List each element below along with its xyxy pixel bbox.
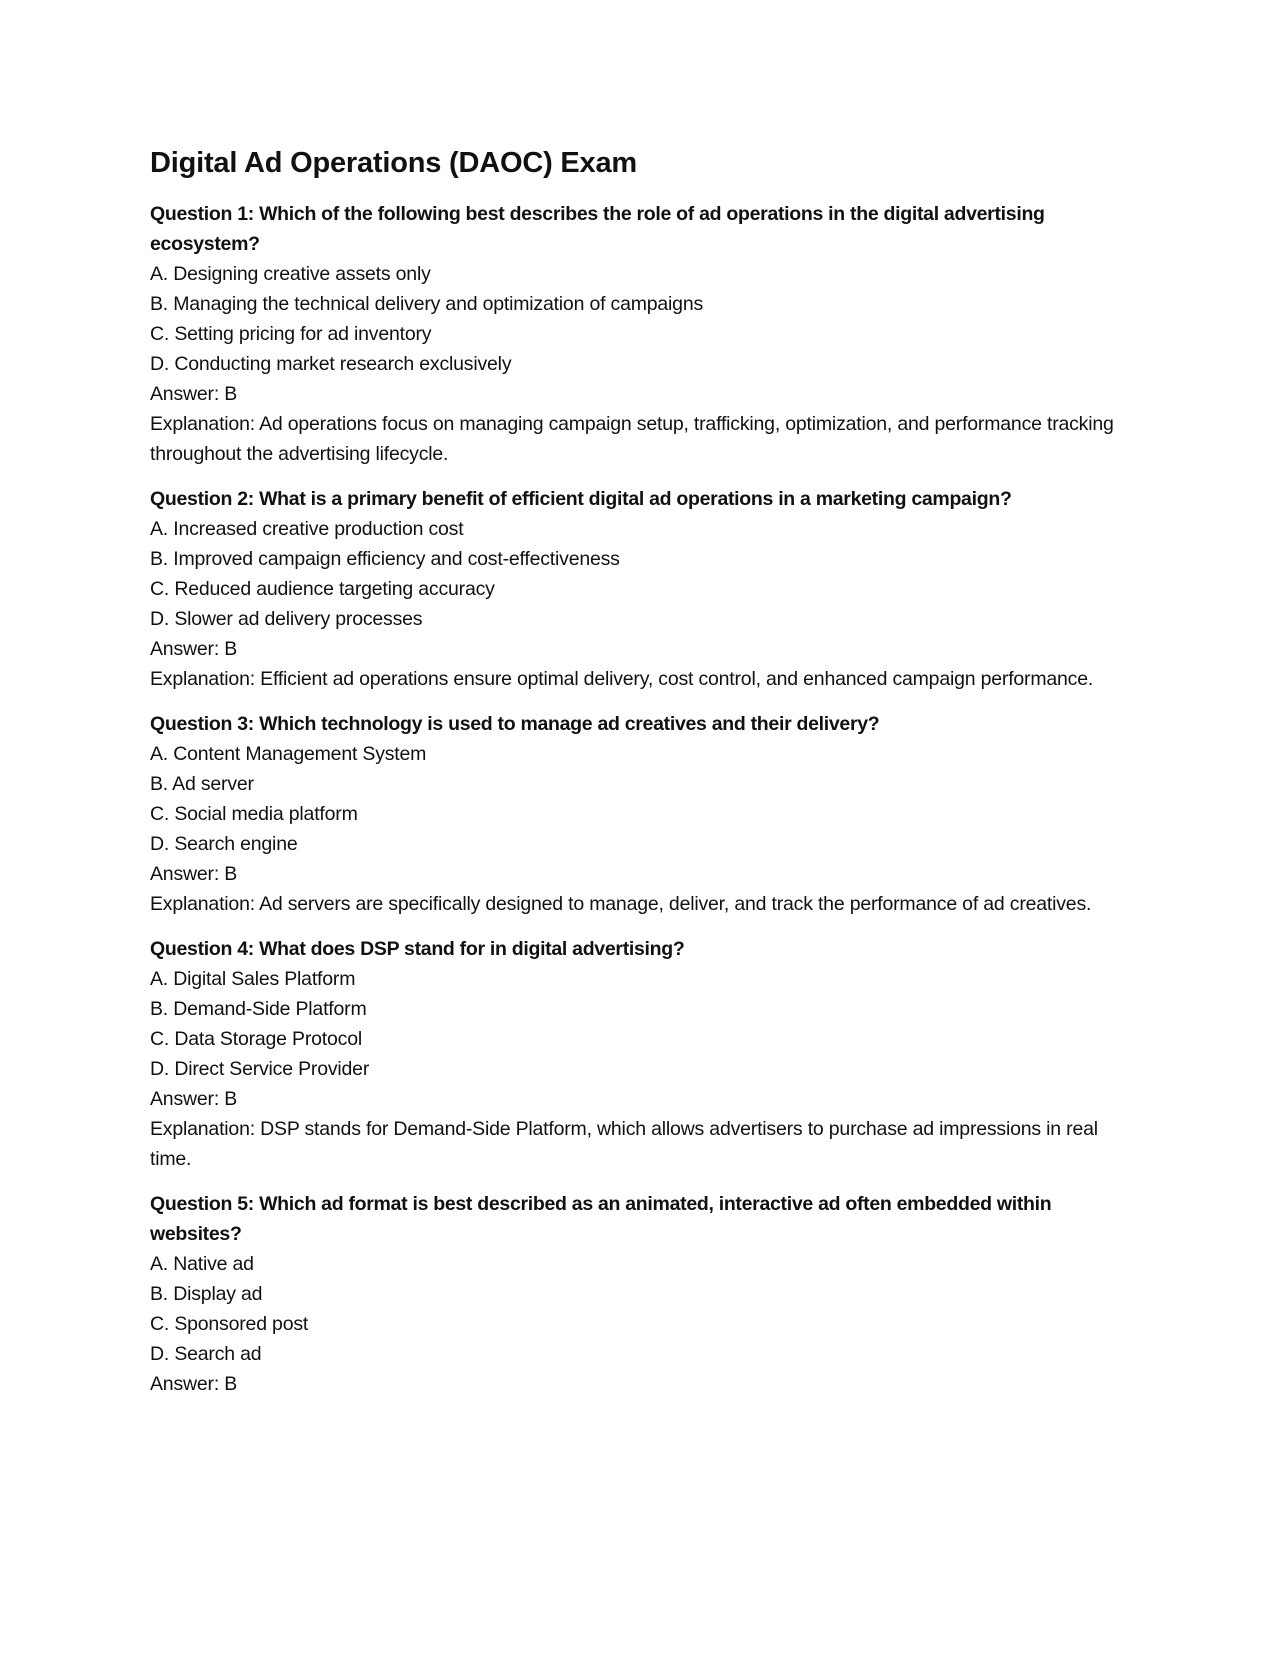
option-d: D. Conducting market research exclusively (150, 352, 512, 375)
explanation-text: Explanation: Efficient ad operations ensure optimal delivery, cost control, and enhanced campaign performance. (150, 667, 1094, 690)
option-a: A. Native ad (150, 1252, 254, 1275)
option-c: C. Sponsored post (150, 1312, 309, 1335)
explanation-text: Explanation: Ad operations focus on managing campaign setup, trafficking, optimization, and performance tracking throughout the advertising lifecycle. (150, 412, 1114, 465)
document-page (150, 146, 1140, 1414)
answer-line: Answer: B (150, 1372, 238, 1395)
option-c: C. Setting pricing for ad inventory (150, 322, 432, 345)
answer-line: Answer: B (150, 637, 238, 660)
question-text: Question 3: Which technology is used to manage ad creatives and their delivery? (150, 712, 880, 735)
option-c: C. Reduced audience targeting accuracy (150, 577, 495, 600)
explanation-text: Explanation: DSP stands for Demand-Side Platform, which allows advertisers to purchase ad impressions in real time. (150, 1117, 1098, 1170)
question-block (150, 1189, 1140, 1399)
option-c: C. Data Storage Protocol (150, 1027, 362, 1050)
option-b: B. Display ad (150, 1282, 263, 1305)
question-text: Question 2: What is a primary benefit of efficient digital ad operations in a marketing campaign? (150, 487, 1012, 510)
option-d: D. Search ad (150, 1342, 262, 1365)
option-c: C. Social media platform (150, 802, 358, 825)
question-block (150, 484, 1140, 694)
document-title: Digital Ad Operations (DAOC) Exam (150, 147, 637, 179)
question-text: Question 4: What does DSP stand for in digital advertising? (150, 937, 685, 960)
option-b: B. Improved campaign efficiency and cost-effectiveness (150, 547, 620, 570)
option-a: A. Digital Sales Platform (150, 967, 356, 990)
answer-line: Answer: B (150, 382, 238, 405)
question-block (150, 199, 1140, 469)
option-d: D. Slower ad delivery processes (150, 607, 423, 630)
explanation-text: Explanation: Ad servers are specifically designed to manage, deliver, and track the performance of ad creatives. (150, 892, 1092, 915)
option-b: B. Ad server (150, 772, 254, 795)
option-a: A. Designing creative assets only (150, 262, 431, 285)
option-a: A. Increased creative production cost (150, 517, 464, 540)
option-d: D. Search engine (150, 832, 298, 855)
question-block (150, 709, 1140, 919)
answer-line: Answer: B (150, 862, 238, 885)
option-b: B. Managing the technical delivery and optimization of campaigns (150, 292, 704, 315)
answer-line: Answer: B (150, 1087, 238, 1110)
option-b: B. Demand-Side Platform (150, 997, 367, 1020)
option-a: A. Content Management System (150, 742, 427, 765)
question-text: Question 1: Which of the following best describes the role of ad operations in the digital advertising ecosystem? (150, 202, 1045, 255)
question-block (150, 934, 1140, 1174)
question-text: Question 5: Which ad format is best described as an animated, interactive ad often embedded within websites? (150, 1192, 1052, 1245)
option-d: D. Direct Service Provider (150, 1057, 370, 1080)
